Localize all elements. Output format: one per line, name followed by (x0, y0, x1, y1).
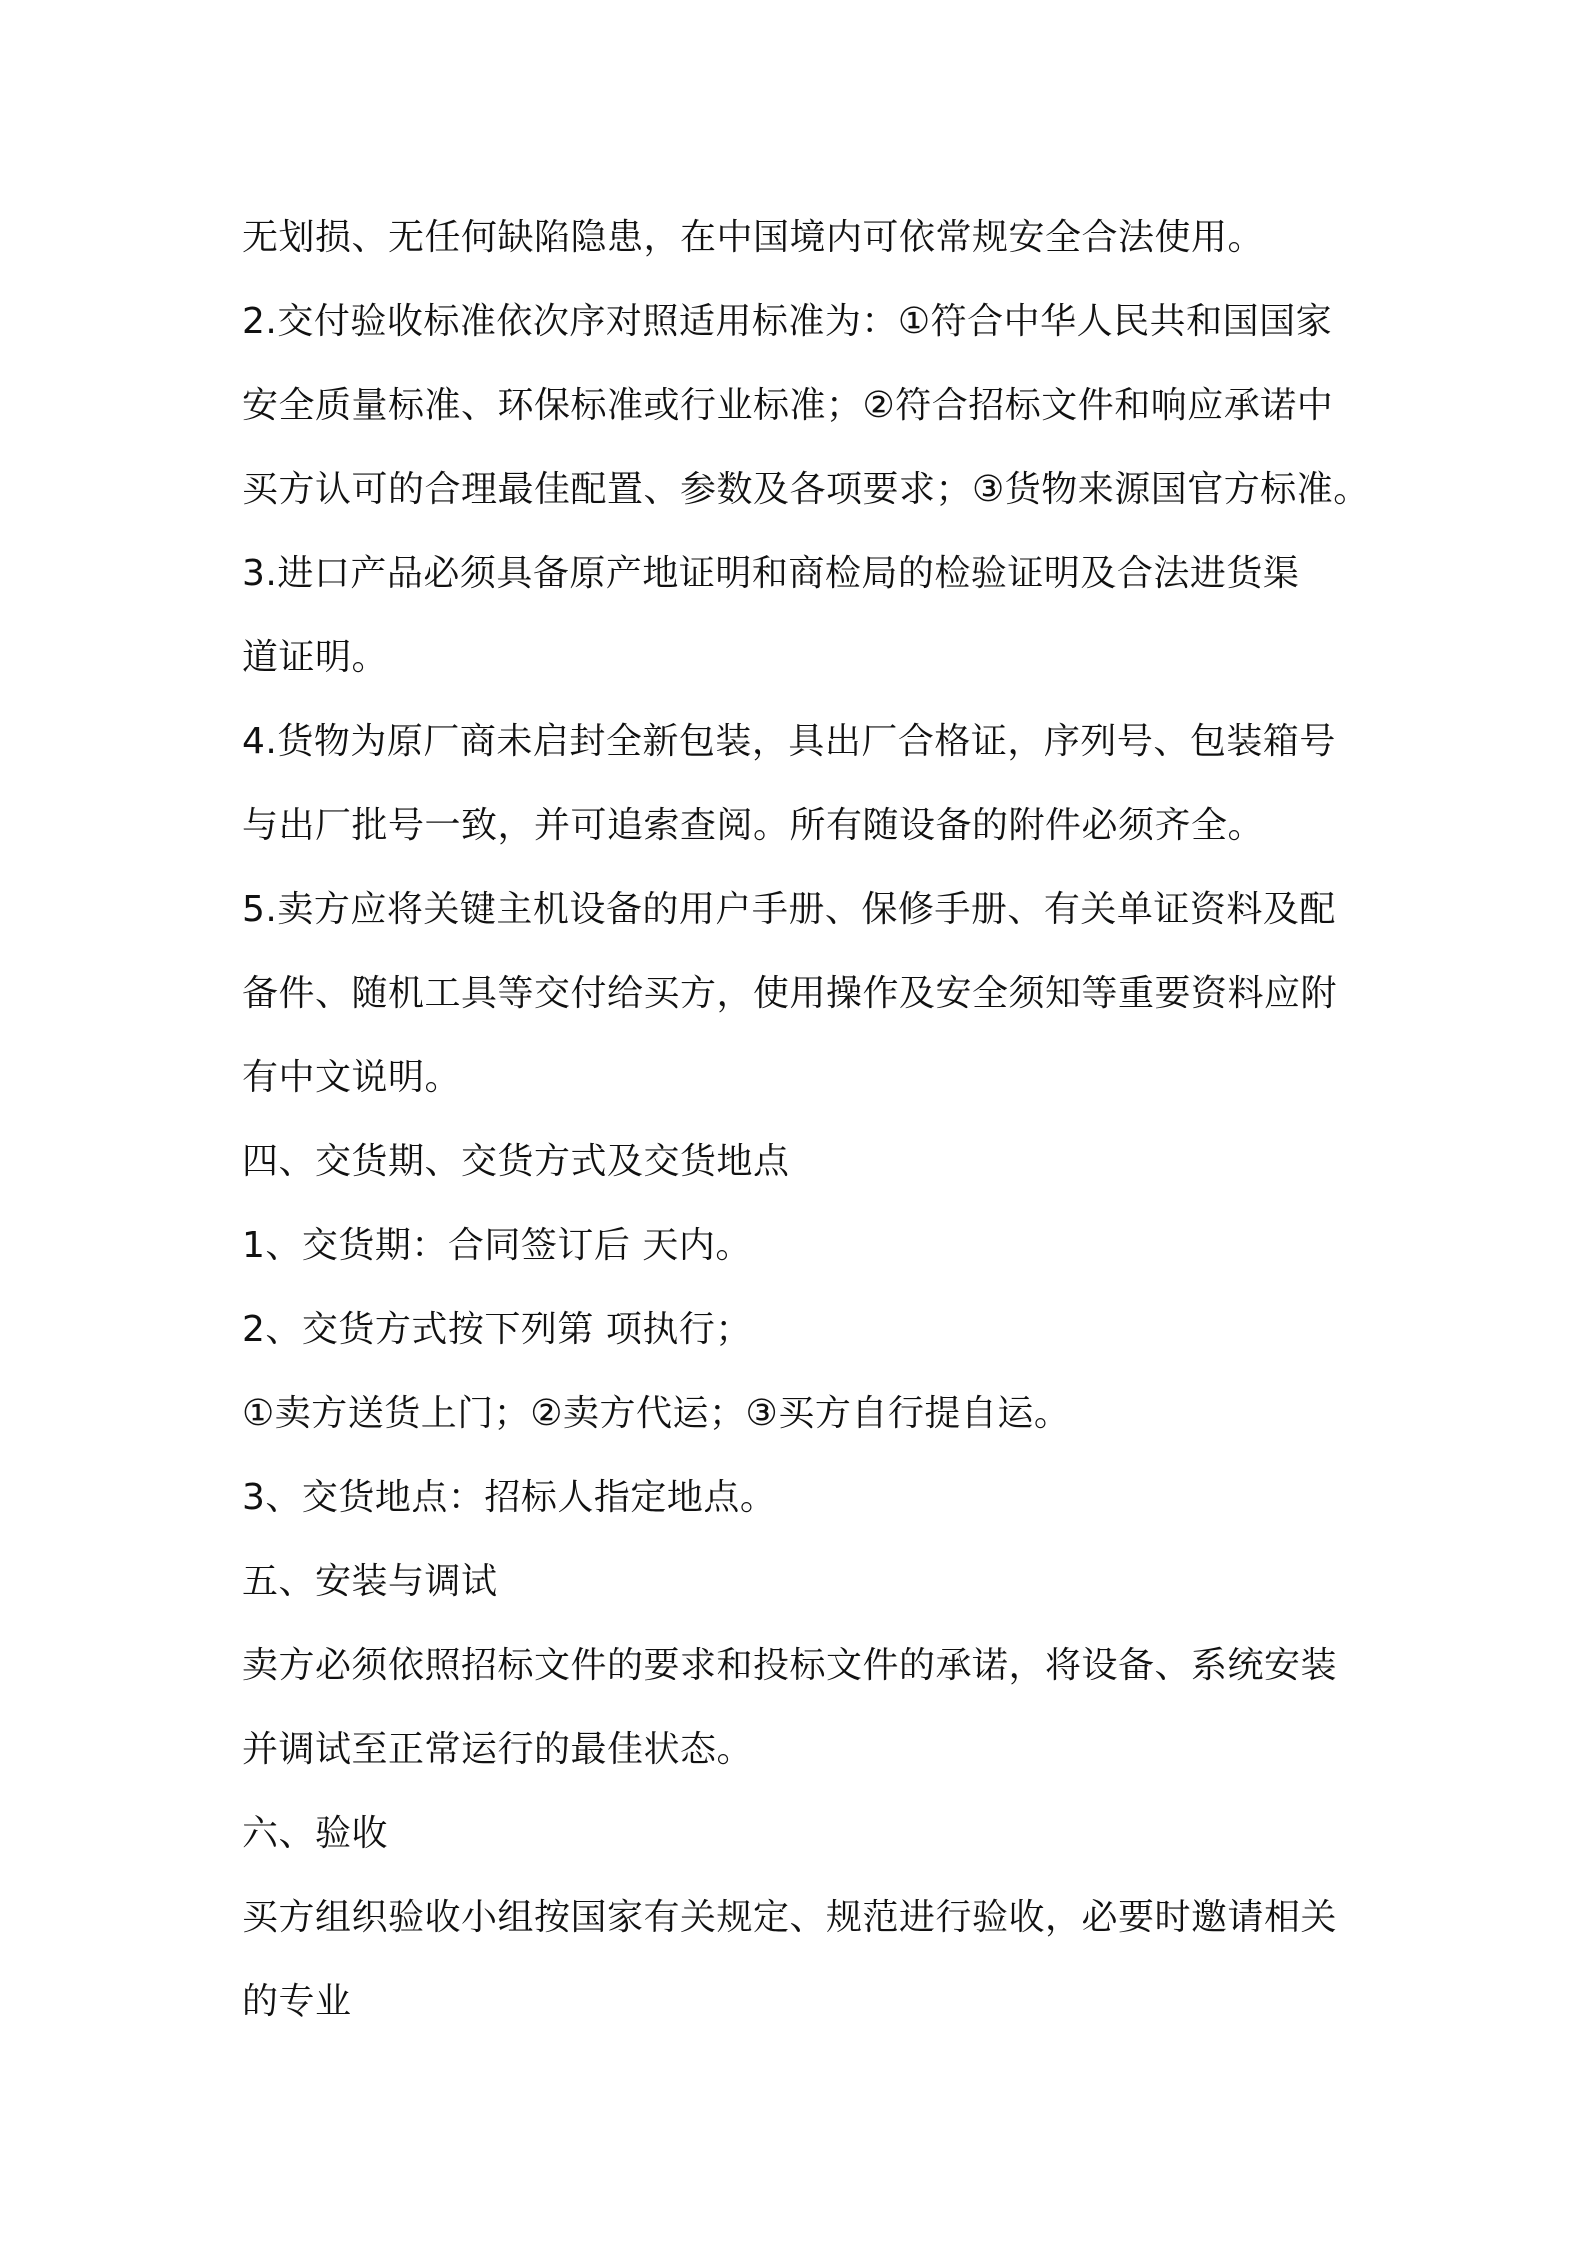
section-heading-delivery: 四、交货期、交货方式及交货地点 (242, 1141, 790, 1182)
text-line: 2.交付验收标准依次序对照适用标准为：①符合中华人民共和国国家 (242, 301, 1333, 342)
text-line: 5.卖方应将关键主机设备的用户手册、保修手册、有关单证资料及配 (242, 889, 1336, 930)
text-line: 4.货物为原厂商未启封全新包装，具出厂合格证，序列号、包装箱号 (242, 721, 1336, 762)
text-line: 1、交货期：合同签订后 天内。 (242, 1225, 752, 1266)
text-line: 2、交货方式按下列第 项执行； (242, 1309, 752, 1350)
text-line: 安全质量标准、环保标准或行业标准；②符合招标文件和响应承诺中 (242, 385, 1334, 426)
text-line: ①卖方送货上门；②卖方代运；③买方自行提自运。 (242, 1393, 1071, 1434)
text-line: 无划损、无任何缺陷隐患，在中国境内可依常规安全合法使用。 (242, 217, 1265, 258)
text-line: 的专业 (242, 1981, 352, 2022)
text-line: 道证明。 (242, 637, 389, 678)
text-line: 有中文说明。 (242, 1057, 462, 1098)
text-line: 买方认可的合理最佳配置、参数及各项要求；③货物来源国官方标准。 (242, 469, 1370, 510)
text-line: 卖方必须依照招标文件的要求和投标文件的承诺，将设备、系统安装 (242, 1645, 1338, 1686)
text-line: 买方组织验收小组按国家有关规定、规范进行验收，必要时邀请相关 (242, 1897, 1338, 1938)
text-line: 3.进口产品必须具备原产地证明和商检局的检验证明及合法进货渠 (242, 553, 1300, 594)
text-line: 备件、随机工具等交付给买方，使用操作及安全须知等重要资料应附 (242, 973, 1338, 1014)
section-heading-acceptance: 六、验收 (242, 1813, 389, 1854)
text-line: 并调试至正常运行的最佳状态。 (242, 1729, 754, 1770)
document-body (242, 196, 1370, 2044)
text-line: 与出厂批号一致，并可追索查阅。所有随设备的附件必须齐全。 (242, 805, 1265, 846)
section-heading-installation: 五、安装与调试 (242, 1561, 498, 1602)
text-line: 3、交货地点：招标人指定地点。 (242, 1477, 777, 1518)
